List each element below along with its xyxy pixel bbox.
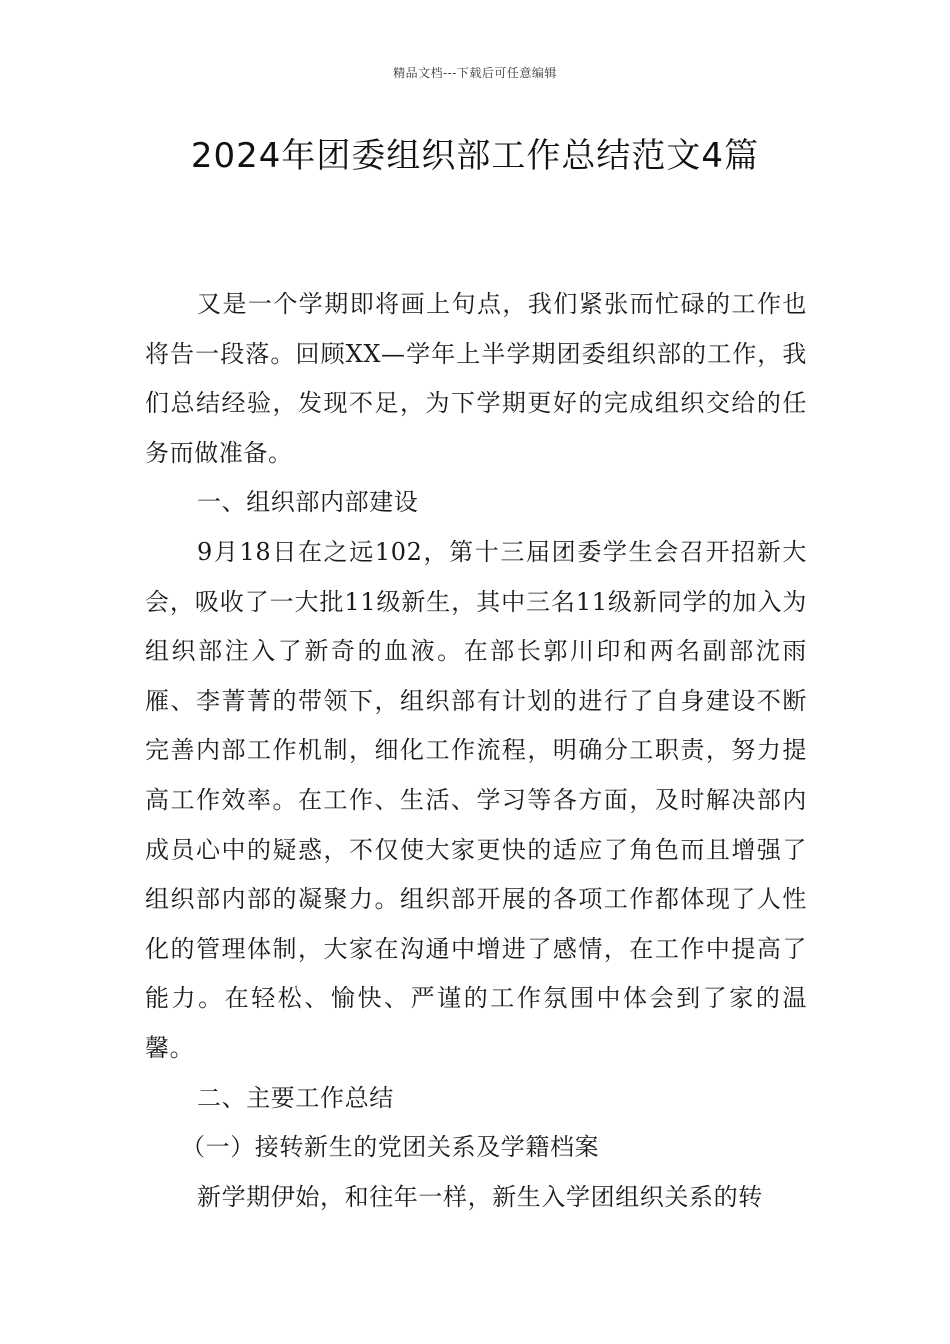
document-body [145,280,807,1222]
document-title: 2024年团委组织部工作总结范文4篇 [190,136,760,176]
paragraph-intro: 又是一个学期即将画上句点，我们紧张而忙碌的工作也将告一段落。回顾XX—学年上半学期团委组织部的工作，我们总结经验，发现不足，为下学期更好的完成组织交给的任务而做准备。 [145,290,807,467]
section-heading-work-summary: 二、主要工作总结 [197,1083,394,1112]
paragraph-internal-building: 9月18日在之远102，第十三届团委学生会召开招新大会，吸收了一大批11级新生，其中三名11级新同学的加入为组织部注入了新奇的血液。在部长郭川印和两名副部沈雨雁、李菁菁的带领下，组织部有计划的进行了自身建设不断完善内部工作机制，细化工作流程，明确分工职责，努力提高工作效率。在工作、生活、学习等各方面，及时解决部内成员心中的疑惑，不仅使大家更快的适应了角色而且增强了组织部内部的凝聚力。组织部开展的各项工作都体现了人性化的管理体制，大家在沟通中增进了感情，在工作中提高了能力。在轻松、愉快、严谨的工作氛围中体会到了家的温馨。 [145,537,807,1062]
header-note: 精品文档---下载后可任意编辑 [393,66,557,80]
paragraph-transfer: 新学期伊始，和往年一样，新生入学团组织关系的转 [197,1182,763,1211]
subsection-heading-transfer: （一）接转新生的党团关系及学籍档案 [181,1133,600,1162]
section-heading-internal-building: 一、组织部内部建设 [197,488,419,517]
